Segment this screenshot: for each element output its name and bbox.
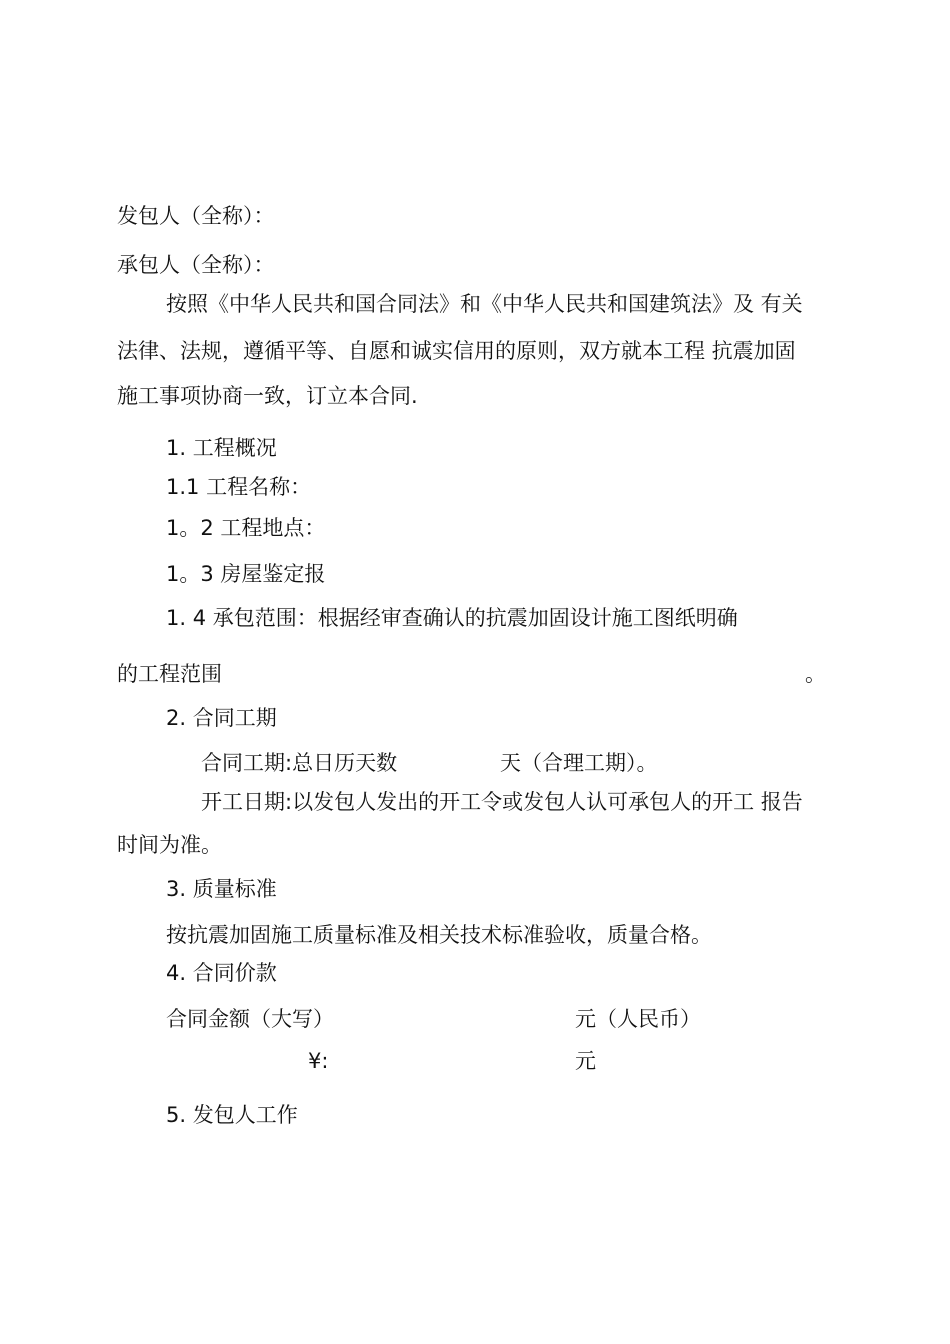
scope-line-end: 。 <box>805 662 826 686</box>
contractor-name-line: 承包人（全称）： <box>117 253 275 277</box>
duration-unit: 天（合理工期）。 <box>500 751 658 775</box>
project-name-line: 1.1 工程名称： <box>166 475 312 499</box>
project-location-line: 1。2 工程地点： <box>166 516 326 540</box>
start-date-line-1: 开工日期:以发包人发出的开工令或发包人认可承包人的开工 报告 <box>201 790 803 814</box>
amount-words-unit: 元（人民币） <box>575 1007 701 1031</box>
amount-figures-unit: 元 <box>575 1049 596 1073</box>
section-3-heading: 3. 质量标准 <box>166 877 277 901</box>
scope-line-1: 1. 4 承包范围：根据经审查确认的抗震加固设计施工图纸明确 <box>166 606 738 630</box>
amount-figures-label: ¥: <box>308 1049 329 1073</box>
start-date-line-2: 时间为准。 <box>117 833 222 857</box>
section-5-heading: 5. 发包人工作 <box>166 1103 298 1127</box>
section-2-heading: 2. 合同工期 <box>166 706 277 730</box>
appraisal-report-line: 1。3 房屋鉴定报 <box>166 562 326 586</box>
amount-words-label: 合同金额（大写） <box>166 1007 334 1031</box>
section-1-heading: 1. 工程概况 <box>166 436 277 460</box>
quality-standard-text: 按抗震加固施工质量标准及相关技术标准验收，质量合格。 <box>166 923 712 947</box>
section-4-heading: 4. 合同价款 <box>166 961 277 985</box>
preamble-line-2: 法律、法规，遵循平等、自愿和诚实信用的原则，双方就本工程 抗震加固 <box>117 339 796 363</box>
duration-label: 合同工期:总日历天数 <box>201 751 398 775</box>
scope-line-2: 的工程范围 <box>117 662 222 686</box>
preamble-line-1: 按照《中华人民共和国合同法》和《中华人民共和国建筑法》及 有关 <box>166 292 803 316</box>
preamble-line-3: 施工事项协商一致，订立本合同. <box>117 384 418 408</box>
employer-name-line: 发包人（全称）： <box>117 204 275 228</box>
